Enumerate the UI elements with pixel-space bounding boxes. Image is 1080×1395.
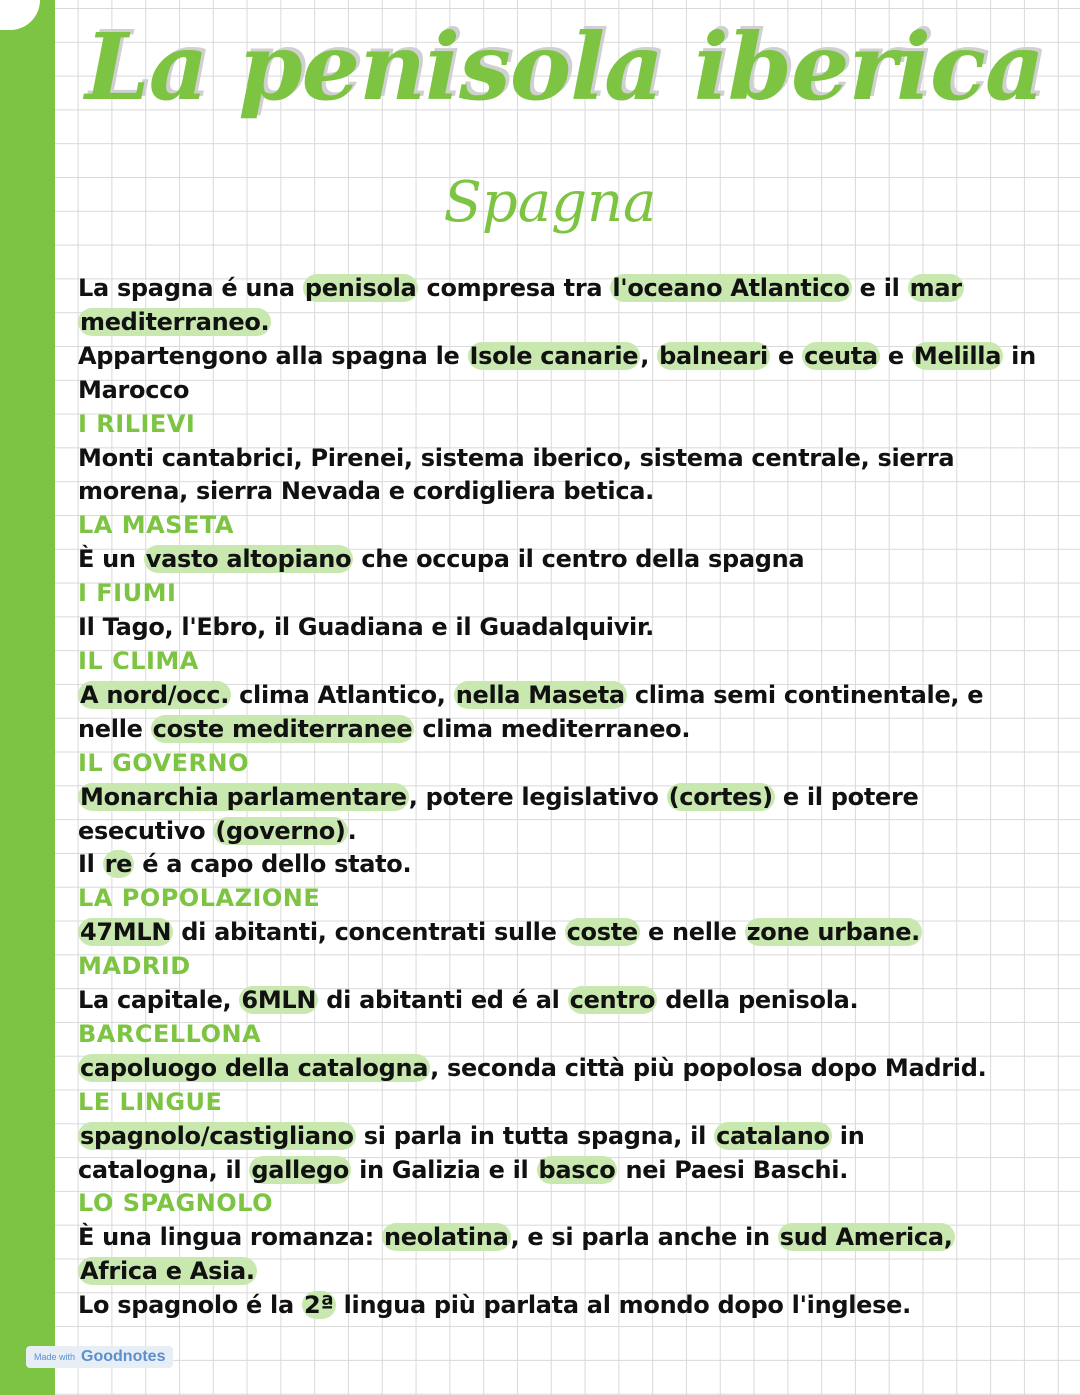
goodnotes-brand: Goodnotes	[81, 1348, 166, 1365]
highlight: vasto altopiano	[145, 545, 352, 574]
section-heading-popolazione: LA POPOLAZIONE	[78, 884, 321, 913]
highlight: l'oceano Atlantico	[612, 274, 850, 302]
highlight: 6MLN	[241, 986, 317, 1015]
text: nei Paesi Baschi.	[617, 1155, 849, 1184]
maseta-line-1	[78, 543, 1063, 577]
highlight: neolatina	[383, 1223, 509, 1252]
spagnolo-line-1	[78, 1221, 1063, 1255]
governo-line-3	[78, 848, 1063, 882]
text: , potere legislativo	[408, 782, 667, 811]
clima-line-2	[78, 713, 1063, 747]
text: di abitanti ed é al	[318, 986, 568, 1015]
highlight: centro	[569, 986, 656, 1015]
section-heading-fiumi: I FIUMI	[78, 579, 177, 608]
highlight: A nord/occ.	[80, 680, 230, 709]
highlight: balneari	[659, 341, 768, 370]
highlight: spagnolo/castigliano	[80, 1121, 354, 1150]
notes-body	[78, 272, 1063, 1323]
section-heading-lingue: LE LINGUE	[78, 1087, 223, 1116]
text: della penisola.	[657, 986, 859, 1015]
spagnolo-line-3	[78, 1289, 1063, 1323]
text: , e si parla anche in	[510, 1223, 778, 1252]
section-heading-maseta: LA MASETA	[78, 511, 234, 540]
text: compresa tra	[418, 274, 611, 302]
text: Lo spagnolo é la	[78, 1291, 302, 1320]
governo-line-2	[78, 815, 1063, 849]
text: in Galizia e il	[351, 1155, 537, 1184]
barcellona-line-1	[78, 1052, 1063, 1086]
highlight: re	[104, 850, 133, 879]
text: che occupa il centro della spagna	[353, 545, 805, 574]
highlight: 47MLN	[80, 918, 172, 947]
madrid-line-1	[78, 984, 1063, 1018]
rilievi-line-2: morena, sierra Nevada e cordigliera betica.	[78, 477, 654, 506]
highlight: nella Maseta	[455, 680, 625, 709]
text: esecutivo	[78, 816, 214, 845]
highlight: basco	[538, 1155, 616, 1184]
spagnolo-line-2	[78, 1255, 1063, 1289]
highlight: Melilla	[913, 341, 1002, 370]
text: e	[879, 341, 912, 370]
intro-line-1	[78, 272, 1063, 306]
page-title: La penisola iberica	[85, 13, 1044, 121]
governo-line-1	[78, 781, 1063, 815]
highlight: gallego	[251, 1155, 350, 1184]
text: .	[347, 816, 357, 845]
highlight: sud America,	[779, 1223, 953, 1252]
clima-line-1	[78, 679, 1063, 713]
text: é a capo dello stato.	[134, 850, 412, 879]
highlight: Africa e Asia.	[80, 1257, 255, 1286]
text: La capitale,	[78, 986, 240, 1015]
lingue-line-1	[78, 1120, 1063, 1154]
intro-line-4: Marocco	[78, 375, 190, 404]
highlight: zone urbane.	[746, 918, 920, 947]
highlight: (governo)	[215, 816, 346, 845]
section-heading-barcellona: BARCELLONA	[78, 1019, 262, 1048]
highlight: (cortes)	[668, 782, 773, 811]
text: e il potere	[774, 782, 919, 811]
highlight: mar	[909, 274, 962, 302]
text: clima mediterraneo.	[414, 714, 691, 743]
highlight: coste	[566, 918, 638, 947]
text: e il	[851, 274, 908, 302]
text: La spagna é una	[78, 274, 303, 302]
section-heading-clima: IL CLIMA	[78, 646, 199, 675]
highlight: 2ª	[303, 1291, 334, 1320]
text: clima semi continentale, e	[626, 680, 984, 709]
highlight: penisola	[304, 274, 417, 302]
text: in	[1003, 341, 1036, 370]
highlight: capoluogo della catalogna	[80, 1053, 429, 1082]
intro-line-3	[78, 340, 1063, 374]
text: ,	[640, 341, 658, 370]
text: È un	[78, 545, 144, 574]
section-heading-governo: IL GOVERNO	[78, 748, 249, 777]
fiumi-line-1: Il Tago, l'Ebro, il Guadiana e il Guadalquivir.	[78, 613, 654, 642]
highlight: mediterraneo.	[80, 307, 270, 336]
section-heading-rilievi: I RILIEVI	[78, 409, 196, 438]
text: di abitanti, concentrati sulle	[173, 918, 565, 947]
intro-line-2	[78, 306, 1063, 340]
page-subtitle: Spagna	[443, 170, 657, 235]
highlight: catalano	[716, 1121, 830, 1150]
text: , seconda città più popolosa dopo Madrid.	[430, 1053, 987, 1082]
highlight: Monarchia parlamentare	[80, 782, 407, 811]
highlight: ceuta	[804, 341, 878, 370]
highlight: coste mediterranee	[152, 714, 413, 743]
text: lingua più parlata al mondo dopo l'inglese.	[335, 1291, 911, 1320]
text: Appartengono alla spagna le	[78, 341, 468, 370]
text: e	[769, 341, 803, 370]
text: e nelle	[639, 918, 745, 947]
text: clima Atlantico,	[231, 680, 454, 709]
text: si parla in tutta spagna, il	[355, 1121, 715, 1150]
popolazione-line-1	[78, 916, 1063, 950]
text: Il	[78, 850, 103, 879]
text: in	[831, 1121, 865, 1150]
lingue-line-2	[78, 1154, 1063, 1188]
goodnotes-watermark	[26, 1346, 173, 1368]
section-heading-spagnolo: LO SPAGNOLO	[78, 1189, 273, 1218]
text: catalogna, il	[78, 1155, 250, 1184]
highlight: Isole canarie	[469, 341, 639, 370]
made-with-label: Made with	[34, 1352, 76, 1362]
section-heading-madrid: MADRID	[78, 952, 191, 981]
rilievi-line-1: Monti cantabrici, Pirenei, sistema iberico, sistema centrale, sierra	[78, 443, 955, 472]
text: nelle	[78, 714, 151, 743]
text: È una lingua romanza:	[78, 1223, 382, 1252]
